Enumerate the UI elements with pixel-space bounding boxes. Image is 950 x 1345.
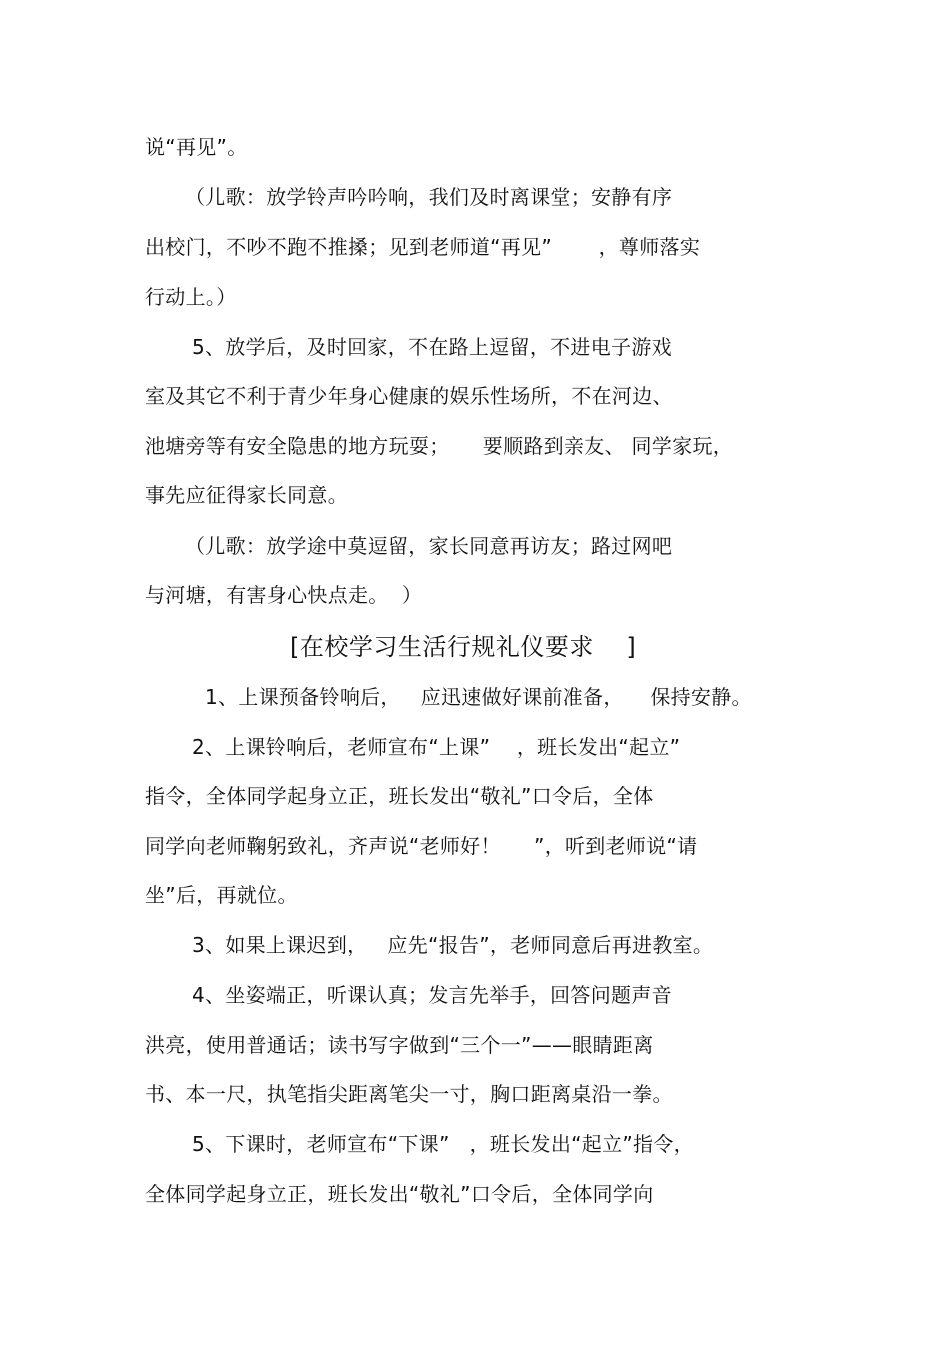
text-line-7: 池塘旁等有安全隐患的地方玩耍； 要顺路到亲友、 同学家玩， (145, 434, 734, 458)
text-line-8: 事先应征得家长同意。 (145, 483, 348, 507)
text-line-2: （儿歌：放学铃声吟吟响，我们及时离课堂；安静有序 (185, 185, 673, 209)
text-line-19: 书、本一尺，执笔指尖距离笔尖一寸，胸口距离桌沿一拳。 (145, 1082, 673, 1106)
text-line-6: 室及其它不利于青少年身心健康的娱乐性场所，不在河边、 (145, 384, 673, 408)
text-line-12: 2、上课铃响后，老师宣布“上课” ，班长发出“起立” (192, 735, 681, 759)
text-line-15: 坐”后，再就位。 (145, 883, 298, 907)
text-line-9: （儿歌：放学途中莫逗留，家长同意再访友；路过网吧 (185, 534, 673, 558)
text-line-14: 同学向老师鞠躬致礼，齐声说“老师好！ ”，听到老师说“请 (145, 834, 698, 858)
text-line-18: 洪亮，使用普通话；读书写字做到“三个一”——眼睛距离 (145, 1033, 654, 1057)
text-line-17: 4、坐姿端正，听课认真；发言先举手，回答问题声音 (192, 983, 672, 1007)
text-line-4: 行动上。） (145, 285, 237, 309)
text-line-13: 指令，全体同学起身立正，班长发出“敬礼”口令后，全体 (145, 784, 654, 808)
text-line-10: 与河塘，有害身心快点走。 ） (145, 583, 423, 607)
text-line-20: 5、下课时，老师宣布“下课” ，班长发出“起立”指令， (192, 1132, 694, 1156)
text-line-21: 全体同学起身立正，班长发出“敬礼”口令后，全体同学向 (145, 1182, 654, 1206)
section-title: [在校学习生活行规礼仪要求 ] (290, 633, 637, 661)
text-line-16: 3、如果上课迟到， 应先“报告”，老师同意后再进教室。 (192, 933, 714, 957)
text-line-11: 1、上课预备铃响后， 应迅速做好课前准备， 保持安静。 (205, 685, 752, 709)
text-line-5: 5、放学后，及时回家，不在路上逗留，不进电子游戏 (192, 335, 672, 359)
text-line-3: 出校门，不吵不跑不推搡；见到老师道“再见” ，尊师落实 (145, 235, 701, 259)
text-line-1: 说“再见”。 (145, 135, 248, 159)
